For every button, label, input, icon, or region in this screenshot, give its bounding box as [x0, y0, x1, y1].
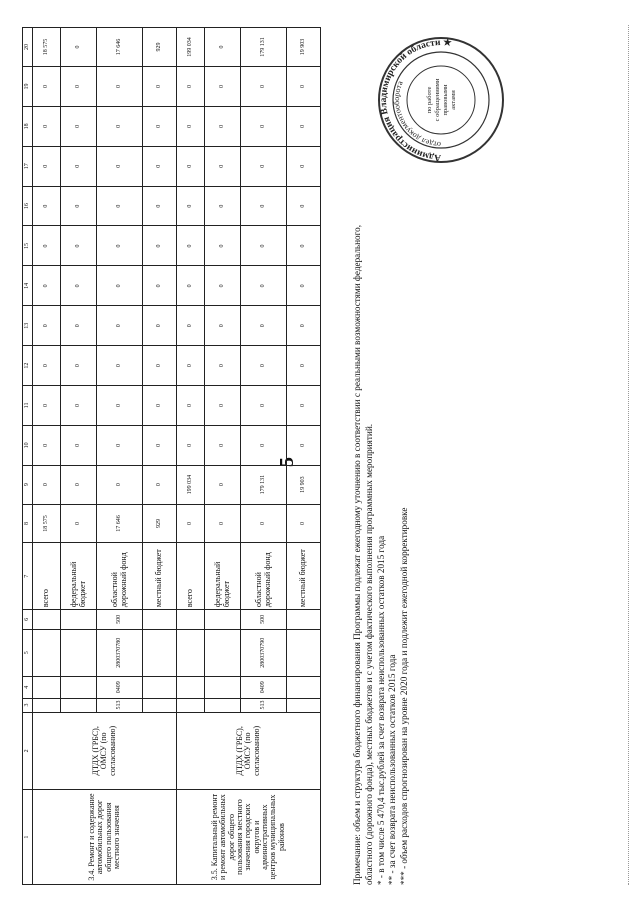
value-cell: 0 — [143, 386, 177, 426]
column-number: 20 — [23, 28, 33, 67]
seal-inner-line: по работе — [426, 86, 433, 114]
svg-text:отдел документооборота: отдел документооборота — [391, 79, 442, 150]
value-cell: 0 — [177, 386, 205, 426]
note-line: * - в том числе 5 470,4 тыс.рублей за счет возврата неиспользованных остатков 2015 года — [375, 535, 386, 885]
value-cell: 0 — [241, 106, 287, 146]
value-cell: 0 — [97, 106, 143, 146]
total-cell: 179 131 — [241, 28, 287, 67]
total-cell: 199 034 — [177, 28, 205, 67]
funding-source: всего — [33, 543, 61, 610]
seal-inner-line: правовыми — [442, 84, 449, 116]
value-cell: 0 — [33, 106, 61, 146]
value-cell: 0 — [33, 146, 61, 186]
column-number: 3 — [23, 698, 33, 712]
value-cell: 929 — [143, 504, 177, 543]
code-cell — [177, 629, 205, 676]
executor-cell: ДТДХ (ГРБС), ОМСУ (по согласованию) — [33, 712, 177, 790]
total-cell: 0 — [205, 28, 241, 67]
value-cell: 0 — [61, 266, 97, 306]
column-number: 17 — [23, 146, 33, 186]
value-cell: 0 — [205, 386, 241, 426]
column-number: 18 — [23, 106, 33, 146]
code-cell — [33, 610, 61, 629]
svg-text:Администрация Владимирской обл: Администрация Владимирской области ★ — [378, 37, 453, 163]
value-cell: 0 — [287, 266, 321, 306]
value-cell: 0 — [205, 106, 241, 146]
value-cell: 18 575 — [33, 504, 61, 543]
code-cell — [33, 676, 61, 698]
value-cell: 0 — [97, 266, 143, 306]
value-cell: 0 — [61, 306, 97, 346]
column-number: 7 — [23, 543, 33, 610]
value-cell: 0 — [97, 346, 143, 386]
code-cell — [61, 610, 97, 629]
value-cell: 0 — [287, 504, 321, 543]
value-cell: 0 — [143, 67, 177, 107]
value-cell: 0 — [287, 146, 321, 186]
column-number: 4 — [23, 676, 33, 698]
column-number: 13 — [23, 306, 33, 346]
column-number: 6 — [23, 610, 33, 629]
value-cell: 0 — [97, 386, 143, 426]
value-cell: 0 — [33, 67, 61, 107]
value-cell: 0 — [61, 146, 97, 186]
value-cell: 0 — [177, 106, 205, 146]
code-cell — [287, 698, 321, 712]
value-cell: 0 — [177, 146, 205, 186]
code-cell: 2800370790 — [241, 629, 287, 676]
value-cell: 0 — [287, 306, 321, 346]
value-cell: 0 — [241, 67, 287, 107]
code-cell — [287, 629, 321, 676]
value-cell: 0 — [97, 425, 143, 465]
value-cell: 0 — [241, 386, 287, 426]
code-cell: 513 — [241, 698, 287, 712]
column-number: 10 — [23, 425, 33, 465]
column-number: 8 — [23, 504, 33, 543]
value-cell: 0 — [205, 465, 241, 504]
value-cell: 0 — [241, 146, 287, 186]
value-cell: 0 — [61, 186, 97, 226]
value-cell: 0 — [241, 306, 287, 346]
value-cell: 0 — [287, 186, 321, 226]
value-cell: 0 — [33, 226, 61, 266]
column-number: 5 — [23, 629, 33, 676]
value-cell: 0 — [177, 186, 205, 226]
note-line: Примечание: объем и структура бюджетного финансирования Программы подлежат ежегодному уточнению в соответствии с реальными возможностями федерального, — [352, 224, 362, 885]
code-cell — [143, 676, 177, 698]
code-cell — [287, 610, 321, 629]
header-row — [23, 28, 33, 885]
code-cell: 0409 — [241, 676, 287, 698]
total-cell: 0 — [61, 28, 97, 67]
value-cell: 0 — [287, 106, 321, 146]
value-cell: 0 — [241, 186, 287, 226]
value-cell: 0 — [143, 266, 177, 306]
value-cell: 0 — [33, 465, 61, 504]
value-cell: 0 — [143, 346, 177, 386]
value-cell: 0 — [97, 186, 143, 226]
value-cell: 0 — [205, 266, 241, 306]
value-cell: 0 — [61, 346, 97, 386]
value-cell: 0 — [33, 266, 61, 306]
value-cell: 0 — [241, 425, 287, 465]
funding-source: федеральный бюджет — [205, 543, 241, 610]
value-cell: 0 — [97, 67, 143, 107]
column-number: 1 — [23, 790, 33, 885]
code-cell: 2800370780 — [97, 629, 143, 676]
value-cell: 0 — [143, 425, 177, 465]
value-cell: 0 — [177, 67, 205, 107]
page-number: 5 — [276, 457, 298, 467]
note-line: ** - за счет возврата неиспользованных остатков 2015 года — [387, 654, 398, 885]
seal-inner-line: с обращениями — [434, 78, 441, 122]
value-cell: 0 — [177, 266, 205, 306]
value-cell: 0 — [143, 306, 177, 346]
value-cell: 0 — [241, 266, 287, 306]
value-cell: 0 — [61, 106, 97, 146]
value-cell: 0 — [143, 146, 177, 186]
code-cell: 500 — [97, 610, 143, 629]
value-cell: 0 — [177, 226, 205, 266]
total-cell: 929 — [143, 28, 177, 67]
value-cell: 0 — [97, 465, 143, 504]
value-cell: 0 — [205, 226, 241, 266]
value-cell: 0 — [61, 504, 97, 543]
value-cell: 0 — [205, 346, 241, 386]
value-cell: 0 — [61, 425, 97, 465]
value-cell: 0 — [33, 186, 61, 226]
code-cell — [33, 629, 61, 676]
table-row — [177, 28, 205, 885]
code-cell — [143, 610, 177, 629]
code-cell — [177, 676, 205, 698]
measure-name: 3.4. Ремонт и содержание автомобильных дорог общего пользования местного значения — [33, 790, 177, 885]
code-cell — [143, 629, 177, 676]
page-bottom-rule — [628, 25, 629, 885]
value-cell: 0 — [287, 386, 321, 426]
value-cell: 0 — [287, 67, 321, 107]
value-cell: 0 — [61, 226, 97, 266]
code-cell — [287, 676, 321, 698]
value-cell: 0 — [205, 67, 241, 107]
funding-source: федеральный бюджет — [61, 543, 97, 610]
seal-inner-line: актами — [450, 90, 457, 110]
value-cell: 0 — [205, 146, 241, 186]
column-number: 19 — [23, 67, 33, 107]
value-cell: 0 — [97, 146, 143, 186]
value-cell: 0 — [177, 346, 205, 386]
funding-source: областной дорожный фонд — [241, 543, 287, 610]
code-cell — [61, 698, 97, 712]
value-cell: 0 — [97, 306, 143, 346]
code-cell: 513 — [97, 698, 143, 712]
value-cell: 0 — [143, 226, 177, 266]
value-cell: 0 — [205, 504, 241, 543]
code-cell — [143, 698, 177, 712]
value-cell: 179 131 — [241, 465, 287, 504]
total-cell: 19 903 — [287, 28, 321, 67]
code-cell: 500 — [241, 610, 287, 629]
column-number: 9 — [23, 465, 33, 504]
code-cell — [177, 610, 205, 629]
value-cell: 19 903 — [287, 465, 321, 504]
funding-source: всего — [177, 543, 205, 610]
value-cell: 0 — [177, 425, 205, 465]
value-cell: 0 — [287, 346, 321, 386]
value-cell: 0 — [33, 346, 61, 386]
value-cell: 0 — [205, 186, 241, 226]
column-number: 11 — [23, 386, 33, 426]
funding-source: местный бюджет — [143, 543, 177, 610]
note-line: областного (дорожного фонда), местных бюджетов и с учетом фактического выполнения программных мероприятий. — [363, 423, 374, 885]
column-number: 16 — [23, 186, 33, 226]
code-cell — [205, 629, 241, 676]
total-cell: 18 575 — [33, 28, 61, 67]
code-cell: 0409 — [97, 676, 143, 698]
value-cell: 0 — [97, 226, 143, 266]
code-cell — [205, 698, 241, 712]
value-cell: 199 034 — [177, 465, 205, 504]
value-cell: 0 — [287, 226, 321, 266]
code-cell — [205, 676, 241, 698]
value-cell: 0 — [241, 346, 287, 386]
official-seal-stamp — [376, 35, 506, 165]
column-number: 14 — [23, 266, 33, 306]
value-cell: 0 — [205, 306, 241, 346]
value-cell: 0 — [287, 425, 321, 465]
note-line: *** - объем расходов спрогнозирован на уровне 2020 года и подлежит ежегодной корректировке — [399, 507, 410, 885]
value-cell: 0 — [177, 306, 205, 346]
column-number: 15 — [23, 226, 33, 266]
code-cell — [33, 698, 61, 712]
value-cell: 0 — [241, 226, 287, 266]
code-cell — [177, 698, 205, 712]
value-cell: 0 — [143, 186, 177, 226]
executor-cell: ДТДХ (ГРБС), ОМСУ (по согласованию) — [177, 712, 321, 790]
value-cell: 0 — [177, 504, 205, 543]
code-cell — [205, 610, 241, 629]
value-cell: 0 — [33, 306, 61, 346]
column-number: 12 — [23, 346, 33, 386]
value-cell: 17 646 — [97, 504, 143, 543]
financing-table — [22, 27, 321, 885]
value-cell: 0 — [61, 465, 97, 504]
total-cell: 17 646 — [97, 28, 143, 67]
value-cell: 0 — [61, 67, 97, 107]
measure-name: 3.5. Капитальный ремонт и ремонт автомобильных дорог общего пользования местного значения городских округов и административных центров муниципальных районов — [177, 790, 321, 885]
value-cell: 0 — [143, 106, 177, 146]
value-cell: 0 — [33, 386, 61, 426]
value-cell: 0 — [241, 504, 287, 543]
code-cell — [61, 629, 97, 676]
code-cell — [61, 676, 97, 698]
funding-source: областной дорожный фонд — [97, 543, 143, 610]
funding-source: местный бюджет — [287, 543, 321, 610]
column-number: 2 — [23, 712, 33, 790]
value-cell: 0 — [205, 425, 241, 465]
table-row — [33, 28, 61, 885]
value-cell: 0 — [33, 425, 61, 465]
value-cell: 0 — [143, 465, 177, 504]
value-cell: 0 — [61, 386, 97, 426]
